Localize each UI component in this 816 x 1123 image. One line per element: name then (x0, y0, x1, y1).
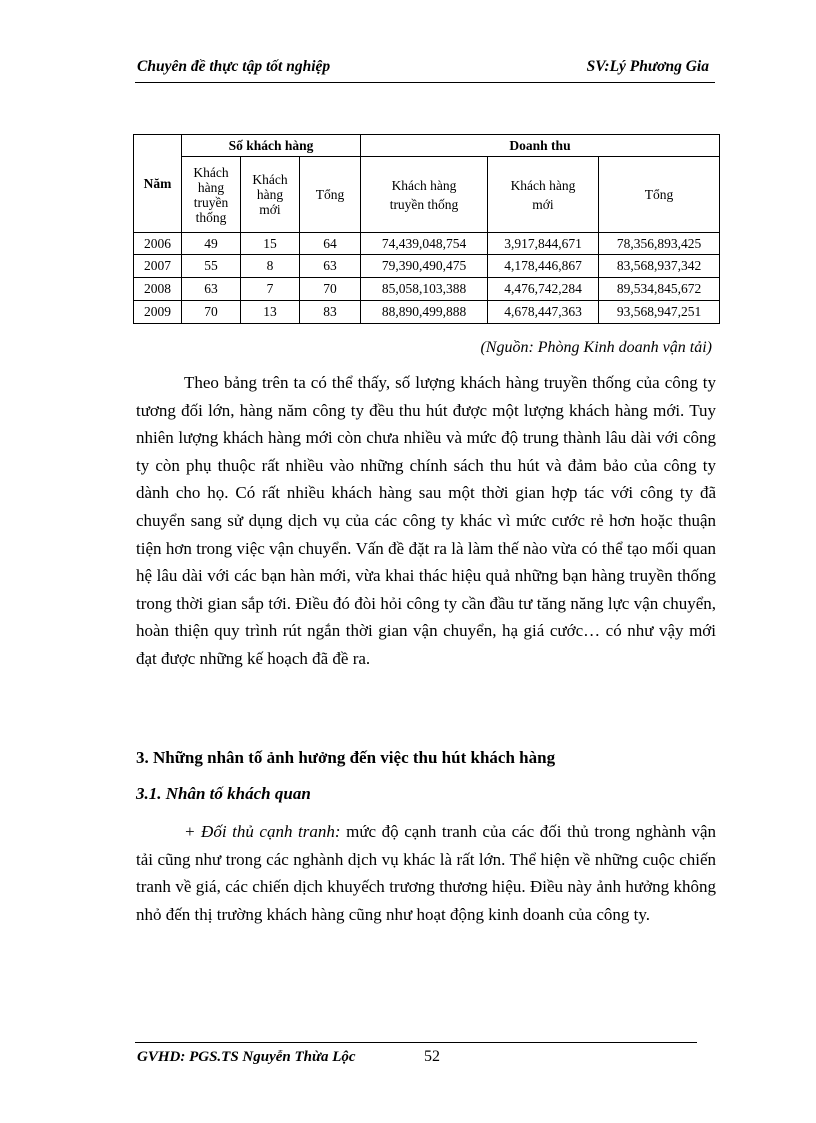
subsection-heading: 3.1. Nhân tố khách quan (136, 784, 311, 803)
page-number: 52 (424, 1048, 440, 1065)
cell-year: 2007 (134, 255, 182, 278)
customers-group-header: Số khách hàng (182, 135, 361, 157)
cell-rev-trad: 79,390,490,475 (361, 255, 488, 278)
cell-rev-trad: 88,890,499,888 (361, 301, 488, 324)
cell-trad: 49 (182, 233, 241, 255)
cell-rev-new: 3,917,844,671 (488, 233, 599, 255)
cell-rev-new: 4,678,447,363 (488, 301, 599, 324)
customer-revenue-table (133, 134, 720, 324)
cell-new: 15 (241, 233, 300, 255)
footer-supervisor: GVHD: PGS.TS Nguyễn Thừa Lộc (137, 1049, 356, 1065)
cell-new: 7 (241, 278, 300, 301)
section-heading: 3. Những nhân tố ảnh hưởng đến việc thu hút khách hàng (136, 748, 556, 767)
cell-year: 2008 (134, 278, 182, 301)
cell-rev-total: 89,534,845,672 (599, 278, 720, 301)
cell-rev-new: 4,178,446,867 (488, 255, 599, 278)
header-student: SV:Lý Phương Gia (586, 58, 709, 75)
header-title: Chuyên đề thực tập tốt nghiệp (137, 58, 331, 75)
table-row (134, 255, 720, 278)
cell-year: 2006 (134, 233, 182, 255)
table-source: (Nguồn: Phòng Kinh doanh vận tải) (480, 339, 712, 356)
cell-trad: 55 (182, 255, 241, 278)
cust-total-header: Tổng (300, 157, 361, 233)
cell-total: 83 (300, 301, 361, 324)
cell-year: 2009 (134, 301, 182, 324)
revenue-group-header: Doanh thu (361, 135, 720, 157)
page-footer (135, 1042, 697, 1073)
cell-rev-total: 93,568,947,251 (599, 301, 720, 324)
cell-rev-new: 4,476,742,284 (488, 278, 599, 301)
body-paragraph-2: + Đối thủ cạnh tranh: mức độ cạnh tranh của các đối thủ trong nghành vận tải cũng như trong các nghành dịch vụ khác là rất lớn. Thể hiện về những cuộc chiến tranh về giá, các chiến dịch khuyếch trương thương hiệu. Điều này ảnh hưởng không nhỏ đến thị trường khách hàng cũng như hoạt động kinh doanh của công ty. (136, 822, 717, 924)
cust-traditional-header: Khách hàng truyền thống (182, 157, 241, 233)
cell-total: 70 (300, 278, 361, 301)
cell-trad: 70 (182, 301, 241, 324)
rev-new-header: Khách hàng mới (488, 157, 599, 233)
paragraph-lead: + Đối thủ cạnh tranh: (184, 822, 341, 841)
rev-traditional-header: Khách hàng truyền thống (361, 157, 488, 233)
table-row (134, 278, 720, 301)
cell-rev-trad: 85,058,103,388 (361, 278, 488, 301)
cell-rev-total: 78,356,893,425 (599, 233, 720, 255)
page-header (135, 56, 715, 83)
body-paragraph-1: Theo bảng trên ta có thể thấy, số lượng khách hàng truyền thống của công ty tương đối lớn, hàng năm công ty đều thu hút được một lượng khách hàng mới. Tuy nhiên lượng khách hàng mới còn chưa nhiều và mức độ trung thành lâu dài với công ty còn phụ thuộc rất nhiều vào những chính sách thu hút và đảm bảo của công ty dành cho họ. Có rất nhiều khách hàng sau một thời gian hợp tác với công ty đã chuyển sang sử dụng dịch vụ của các công ty khác vì mức cước rẻ hơn hoặc thuận tiện hơn trong việc vận chuyển. Vấn đề đặt ra là làm thế nào vừa có thể tạo mối quan hệ lâu dài với các bạn hàn mới, vừa khai thác hiệu quả những bạn hàng truyền thống trong thời gian sắp tới. Điều đó đòi hỏi công ty cần đầu tư tăng năng lực vận chuyển, hoàn thiện quy trình rút ngắn thời gian vận chuyển, hạ giá cước… có như vậy mới đạt được những kế hoạch đã đề ra. (136, 373, 716, 668)
table-row (134, 233, 720, 255)
cell-new: 13 (241, 301, 300, 324)
cell-total: 64 (300, 233, 361, 255)
rev-total-header: Tổng (599, 157, 720, 233)
cell-rev-total: 83,568,937,342 (599, 255, 720, 278)
cell-new: 8 (241, 255, 300, 278)
table-row (134, 301, 720, 324)
cell-total: 63 (300, 255, 361, 278)
cell-rev-trad: 74,439,048,754 (361, 233, 488, 255)
cell-trad: 63 (182, 278, 241, 301)
col-year-header: Năm (134, 135, 182, 233)
cust-new-header: Khách hàng mới (241, 157, 300, 233)
